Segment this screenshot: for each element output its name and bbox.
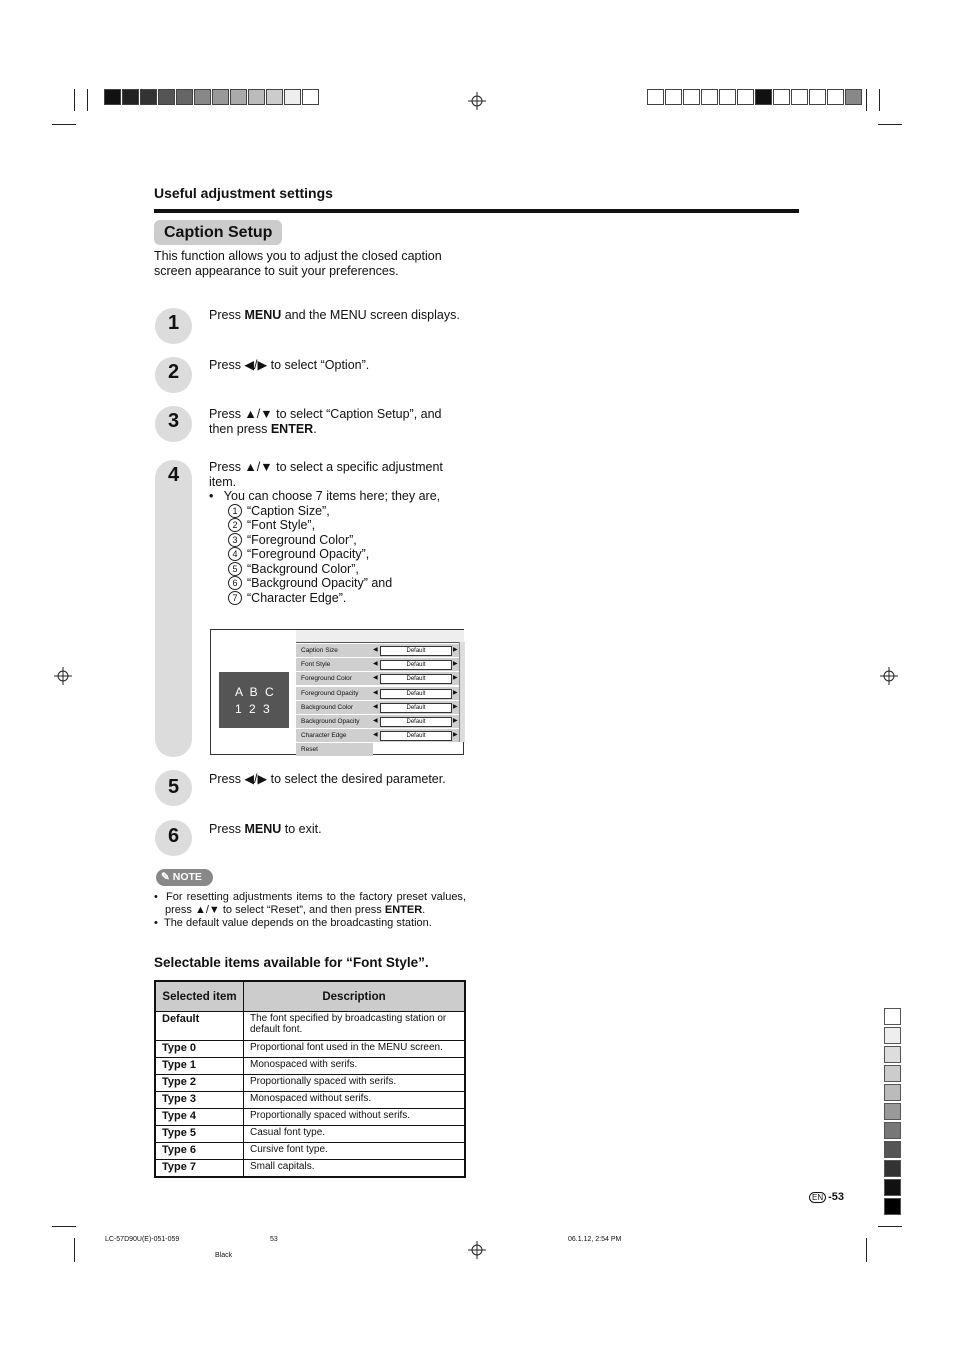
right-arrow-icon: ▶ <box>453 704 458 710</box>
bullet-item: • You can choose 7 items here; they are, <box>209 489 441 503</box>
column-header: Description <box>244 981 466 1012</box>
color-bar-right <box>647 89 863 105</box>
registration-mark-icon <box>468 92 486 110</box>
footer-page: 53 <box>270 1236 278 1243</box>
menu-row-foreground-opacity[interactable]: Foreground Opacity ◀ Default ▶ <box>296 687 459 700</box>
table-row: Type 1 Monospaced with serifs. <box>155 1058 465 1075</box>
list-item: 1 “Caption Size”, <box>228 504 467 519</box>
table-row: Default The font specified by broadcasting station or default font. <box>155 1012 465 1041</box>
table-title: Selectable items available for “Font Style”. <box>154 955 429 970</box>
table-row: Type 4 Proportionally spaced without serifs. <box>155 1109 465 1126</box>
footer-date: 06.1.12, 2:54 PM <box>568 1236 622 1243</box>
right-arrow-icon: ▶ <box>453 690 458 696</box>
adjustment-item-list <box>209 504 467 606</box>
list-item: 7 “Character Edge”. <box>228 591 467 606</box>
pencil-icon: ✎ <box>161 871 170 883</box>
registration-mark-icon <box>54 667 72 685</box>
left-arrow-icon: ◀ <box>373 690 378 696</box>
step-badge-4 <box>155 460 192 757</box>
left-arrow-icon: ◀ <box>373 732 378 738</box>
table-header-row <box>155 981 465 1012</box>
color-bar-left <box>104 89 320 105</box>
right-arrow-icon: ▶ <box>453 732 458 738</box>
table-row: Type 0 Proportional font used in the MENU screen. <box>155 1041 465 1058</box>
registration-mark-icon <box>880 667 898 685</box>
step-1-text: Press MENU and the MENU screen displays. <box>209 308 460 322</box>
crop-mark <box>87 89 88 111</box>
step-4-text: Press ▲/▼ to select a specific adjustment item. • You can choose 7 items here; they are, 1 “Caption Size”, 2 “Font Style”, 3 “Foreground Color”, 4 “Foreground Opacity”, 5 “Background Color”, 6 “Background Opacity” and 7 “Character Edge”. <box>209 460 467 605</box>
menu-row-background-color[interactable]: Background Color ◀ Default ▶ <box>296 701 459 714</box>
list-item: 4 “Foreground Opacity”, <box>228 547 467 562</box>
section-title: Useful adjustment settings <box>154 185 333 201</box>
grayscale-tab-strip <box>884 1008 901 1217</box>
crop-mark <box>866 89 867 111</box>
language-badge: EN <box>809 1192 826 1203</box>
note-list <box>154 891 466 930</box>
left-arrow-icon: ◀ <box>373 675 378 681</box>
crop-mark <box>878 124 902 125</box>
list-item: 2 “Font Style”, <box>228 518 467 533</box>
left-arrow-icon: ◀ <box>373 661 378 667</box>
caption-preview: A B C 1 2 3 <box>219 672 289 728</box>
step-number: 6 <box>167 825 180 847</box>
step-5-text: Press ◀/▶ to select the desired parameter. <box>209 772 446 786</box>
footer-plate: Black <box>215 1252 233 1259</box>
menu-row-caption-size[interactable]: Caption Size ◀ Default ▶ <box>296 644 459 657</box>
crop-mark <box>74 89 75 111</box>
step-2-text: Press ◀/▶ to select “Option”. <box>209 358 370 372</box>
column-header: Selected item <box>155 981 244 1012</box>
step-number: 3 <box>167 410 180 432</box>
step-number: 2 <box>167 361 180 383</box>
step-6-text: Press MENU to exit. <box>209 822 322 836</box>
step-number: 5 <box>167 776 180 798</box>
intro-text: This function allows you to adjust the closed caption screen appearance to suit your preferences. <box>154 249 442 278</box>
list-item: 3 “Foreground Color”, <box>228 533 467 548</box>
registration-mark-icon <box>468 1241 486 1259</box>
table-row: Type 3 Monospaced without serifs. <box>155 1092 465 1109</box>
right-arrow-icon: ▶ <box>453 718 458 724</box>
note-badge: ✎ NOTE <box>156 869 213 886</box>
caption-setup-screen <box>210 629 464 755</box>
left-arrow-icon: ◀ <box>373 718 378 724</box>
right-arrow-icon: ▶ <box>453 661 458 667</box>
note-item: • The default value depends on the broadcasting station. <box>154 917 432 929</box>
scrollbar <box>459 642 465 742</box>
footer-file: LC-57D90U(E)-051-059 <box>105 1236 180 1243</box>
table-row: Type 6 Cursive font type. <box>155 1143 465 1160</box>
menu-row-character-edge[interactable]: Character Edge ◀ Default ▶ <box>296 729 459 742</box>
left-arrow-icon: ◀ <box>373 647 378 653</box>
page-number: EN -53 <box>809 1191 844 1203</box>
table-row: Type 2 Proportionally spaced with serifs. <box>155 1075 465 1092</box>
crop-mark <box>74 1238 75 1262</box>
table-row: Type 5 Casual font type. <box>155 1126 465 1143</box>
menu-row-reset[interactable]: Reset <box>296 743 373 756</box>
menu-header <box>296 630 464 643</box>
font-style-table <box>154 980 466 1178</box>
crop-mark <box>52 1226 76 1227</box>
heading-rule <box>154 209 799 213</box>
step-number: 1 <box>167 312 180 334</box>
step-number: 4 <box>167 464 180 486</box>
left-arrow-icon: ◀ <box>373 704 378 710</box>
page-title: Caption Setup <box>154 220 282 245</box>
right-arrow-icon: ▶ <box>453 647 458 653</box>
menu-row-background-opacity[interactable]: Background Opacity ◀ Default ▶ <box>296 715 459 728</box>
crop-mark <box>52 124 76 125</box>
crop-mark <box>879 89 880 111</box>
crop-mark <box>878 1226 902 1227</box>
note-item: • For resetting adjustments items to the factory preset values, press ▲/▼ to select “Reset”, and then press ENTER. <box>154 891 466 916</box>
menu-row-foreground-color[interactable]: Foreground Color ◀ Default ▶ <box>296 672 459 685</box>
list-item: 5 “Background Color”, <box>228 562 467 577</box>
menu-row-font-style[interactable]: Font Style ◀ Default ▶ <box>296 658 459 671</box>
crop-mark <box>866 1238 867 1262</box>
table-row: Type 7 Small capitals. <box>155 1160 465 1178</box>
right-arrow-icon: ▶ <box>453 675 458 681</box>
list-item: 6 “Background Opacity” and <box>228 576 467 591</box>
step-3-text: Press ▲/▼ to select “Caption Setup”, and then press ENTER. <box>209 407 442 436</box>
